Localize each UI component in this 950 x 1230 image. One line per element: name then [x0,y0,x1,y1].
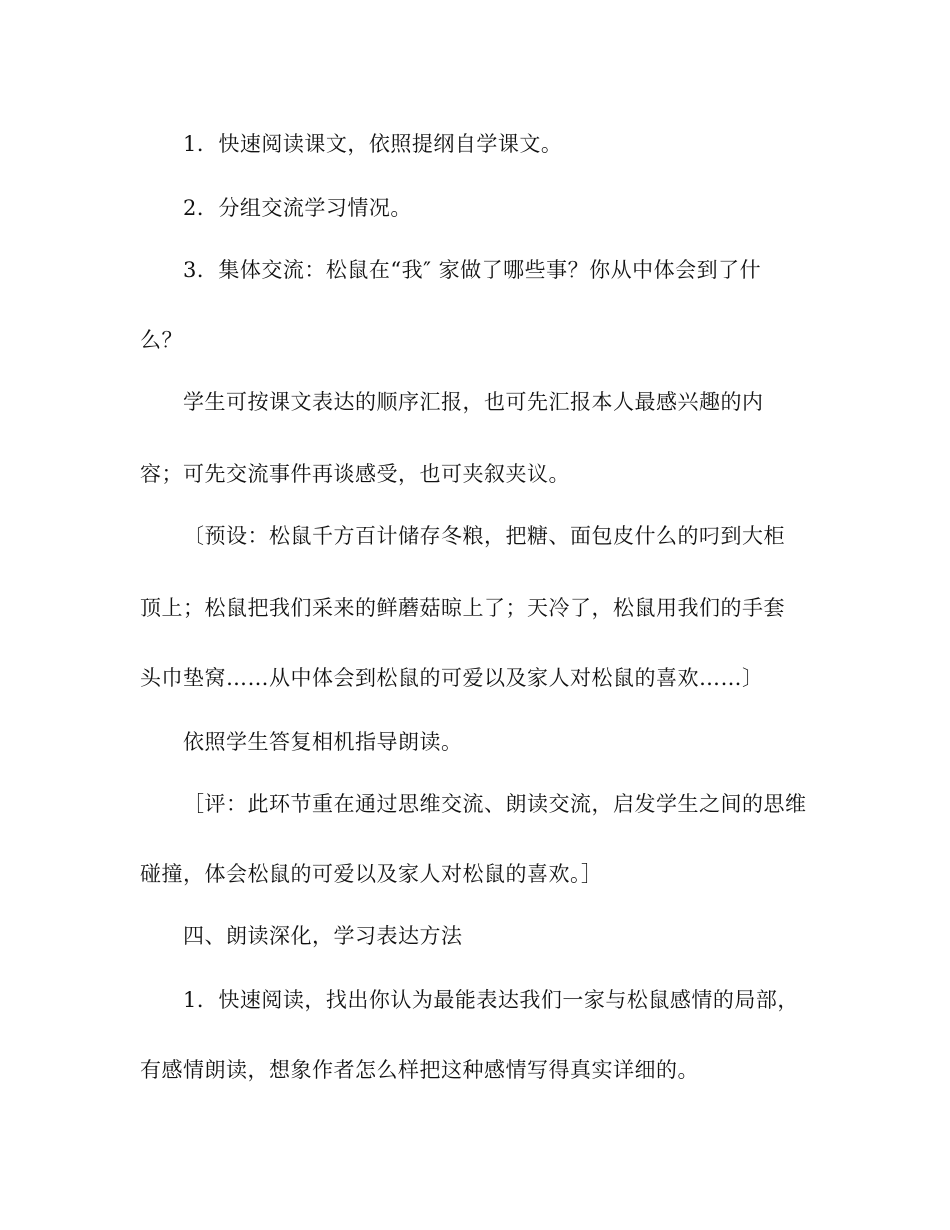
paragraph-preset-cont-2: 头巾垫窝……从中体会到松鼠的可爱以及家人对松鼠的喜欢……〕 [140,666,764,690]
paragraph-guide-reading: 依照学生答复相机指导朗读。 [183,730,463,754]
paragraph-step-1: 1．快速阅读课文，依照提纲自学课文。 [183,132,563,156]
paragraph-preset-cont-1: 顶上；松鼠把我们采来的鲜蘑菇晾上了；天冷了，松鼠用我们的手套 [140,596,785,620]
paragraph-preset: 〔预设：松鼠千方百计储存冬粮，把糖、面包皮什么的叼到大柜 [183,524,785,548]
paragraph-report-cont: 容；可先交流事件再谈感受，也可夹叙夹议。 [140,462,570,486]
paragraph-report: 学生可按课文表达的顺序汇报，也可先汇报本人最感兴趣的内 [183,390,764,414]
paragraph-section4-step-1: 1．快速阅读，找出你认为最能表达我们一家与松鼠感情的局部， [183,988,799,1012]
paragraph-section4-step-1-cont: 有感情朗读，想象作者怎么样把这种感情写得真实详细的。 [140,1058,699,1082]
paragraph-step-3: 3．集体交流：松鼠在“我″ 家做了哪些事？你从中体会到了什 [183,258,762,282]
paragraph-step-3-cont: 么？ [140,328,183,352]
paragraph-comment-cont: 碰撞，体会松鼠的可爱以及家人对松鼠的喜欢。］ [140,862,603,886]
paragraph-step-2: 2．分组交流学习情况。 [183,196,412,220]
section-heading-four: 四、朗读深化，学习表达方法 [183,924,463,948]
paragraph-comment: ［评：此环节重在通过思维交流、朗读交流，启发学生之间的思维 [183,792,807,816]
